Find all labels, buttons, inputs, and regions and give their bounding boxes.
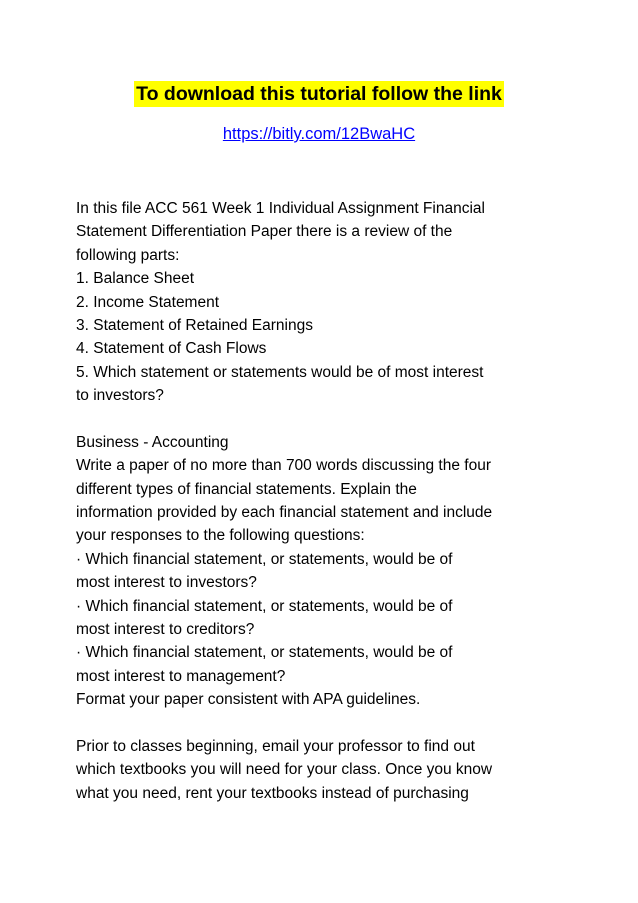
list-item: 5. Which statement or statements would be of most interest bbox=[76, 363, 484, 381]
text-line: information provided by each financial statement and include bbox=[76, 504, 493, 522]
text-line: Business - Accounting bbox=[76, 433, 229, 451]
title-container bbox=[0, 81, 638, 107]
list-item: 4. Statement of Cash Flows bbox=[76, 340, 267, 358]
link-container bbox=[0, 123, 638, 145]
list-item: 1. Balance Sheet bbox=[76, 270, 195, 288]
text-line: following parts: bbox=[76, 246, 180, 264]
text-line: most interest to management? bbox=[76, 667, 286, 685]
bullet-item: · Which financial statement, or statements, would be of bbox=[76, 597, 453, 615]
paragraph-spacer bbox=[76, 408, 576, 431]
list-item: 3. Statement of Retained Earnings bbox=[76, 316, 313, 334]
text-line: Prior to classes beginning, email your professor to find out bbox=[76, 737, 475, 755]
text-line: which textbooks you will need for your class. Once you know bbox=[76, 761, 493, 779]
text-line: Statement Differentiation Paper there is a review of the bbox=[76, 223, 453, 241]
bullet-item: · Which financial statement, or statements, would be of bbox=[76, 644, 453, 662]
paragraph-file-review bbox=[76, 197, 576, 408]
paragraph-spacer bbox=[76, 712, 576, 735]
download-link[interactable]: https://bitly.com/12BwaHC bbox=[222, 125, 416, 143]
paragraph-assignment bbox=[76, 431, 576, 712]
text-line: In this file ACC 561 Week 1 Individual Assignment Financial bbox=[76, 200, 485, 217]
text-line: most interest to investors? bbox=[76, 574, 257, 592]
text-line: your responses to the following questions: bbox=[76, 527, 365, 545]
text-line: different types of financial statements. Explain the bbox=[76, 480, 417, 498]
paragraph-textbooks bbox=[76, 735, 576, 805]
text-line: most interest to creditors? bbox=[76, 621, 255, 639]
text-line: Format your paper consistent with APA guidelines. bbox=[76, 691, 421, 709]
document-body bbox=[76, 197, 576, 805]
page-title: To download this tutorial follow the link bbox=[136, 83, 502, 105]
list-item: 2. Income Statement bbox=[76, 293, 220, 311]
bullet-item: · Which financial statement, or statements, would be of bbox=[76, 550, 453, 568]
text-line: Write a paper of no more than 700 words discussing the four bbox=[76, 457, 491, 475]
text-line: what you need, rent your textbooks instead of purchasing bbox=[76, 784, 469, 802]
text-line: to investors? bbox=[76, 387, 164, 405]
